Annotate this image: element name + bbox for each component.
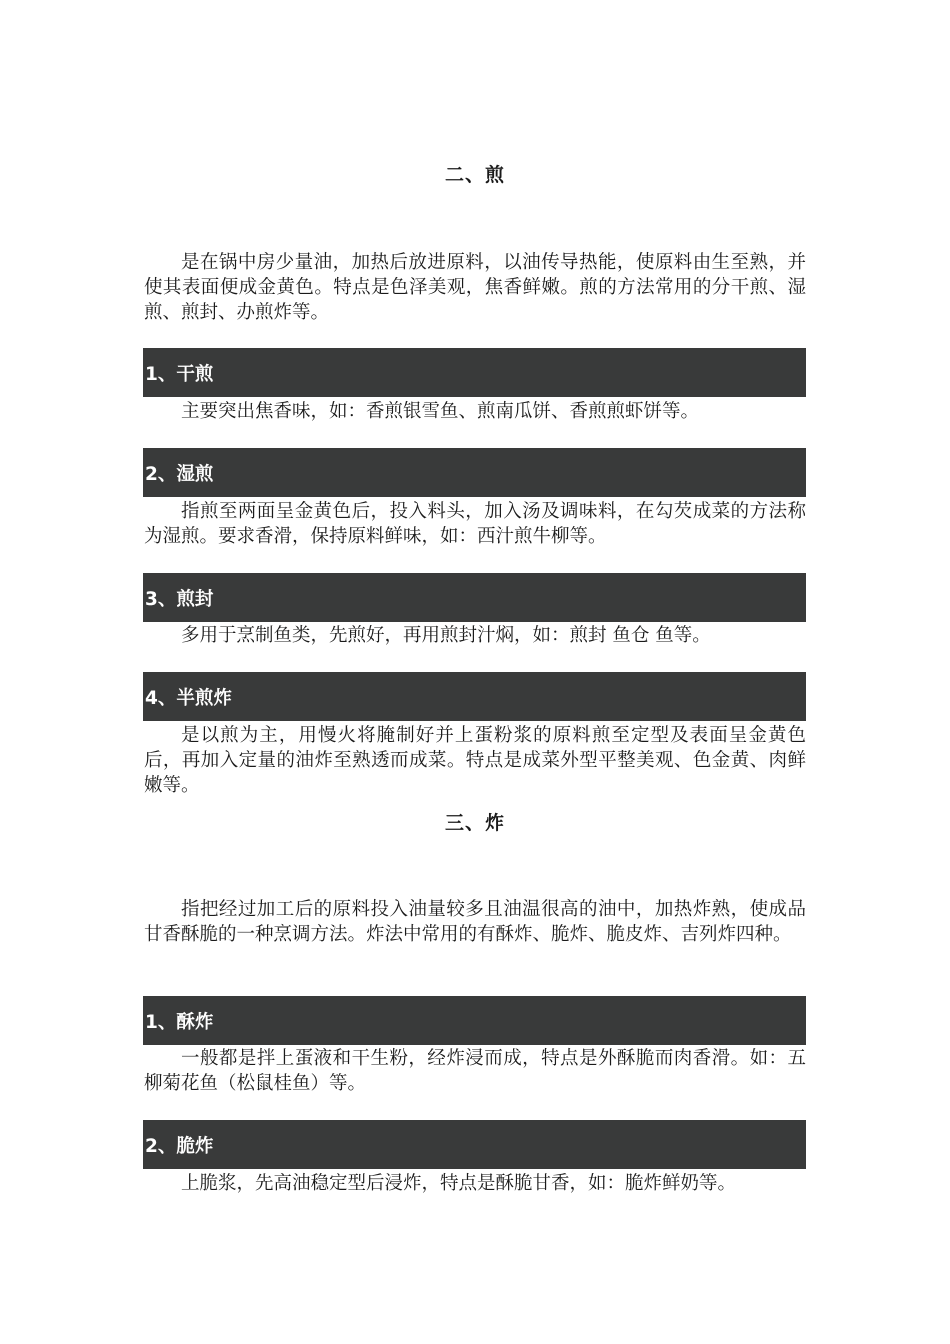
section-body-jian-feng: 多用于烹制鱼类，先煎好，再用煎封汁焖，如：煎封 鱼仓 鱼等。 (181, 625, 711, 646)
subheading-label: 1、干煎 (145, 363, 214, 385)
subheading-label: 4、半煎炸 (145, 687, 232, 709)
subheading-label: 2、湿煎 (145, 463, 214, 485)
subheading-label: 1、酥炸 (145, 1011, 214, 1033)
subheading-bar-jian-feng (143, 573, 806, 622)
subheading-bar-ban-jian-zha (143, 672, 806, 721)
subheading-bar-cui-zha (143, 1120, 806, 1169)
section-body-gan-jian: 主要突出焦香味，如：香煎银雪鱼、煎南瓜饼、香煎煎虾饼等。 (181, 401, 700, 422)
subheading-bar-shi-jian (143, 448, 806, 497)
subheading-bar-gan-jian (143, 348, 806, 397)
section-heading-zha: 三、炸 (444, 812, 505, 834)
subheading-label: 3、煎封 (145, 588, 214, 610)
section-heading-jian: 二、煎 (444, 164, 505, 186)
section-body-shi-jian: 指煎至两面呈金黄色后，投入料头，加入汤及调味料，在勾芡成菜的方法称为湿煎。要求香滑，保持原料鲜味，如：西汁煎牛柳等。 (144, 501, 806, 547)
section-body-su-zha: 一般都是拌上蛋液和干生粉，经炸浸而成，特点是外酥脆而肉香滑。如：五柳菊花鱼（松鼠桂鱼）等。 (144, 1048, 806, 1094)
intro-paragraph-zha: 指把经过加工后的原料投入油量较多且油温很高的油中，加热炸熟，使成品甘香酥脆的一种烹调方法。炸法中常用的有酥炸、脆炸、脆皮炸、吉列炸四种。 (144, 899, 806, 945)
subheading-bar-su-zha (143, 996, 806, 1045)
section-body-ban-jian-zha: 是以煎为主，用慢火将腌制好并上蛋粉浆的原料煎至定型及表面呈金黄色后，再加入定量的油炸至熟透而成菜。特点是成菜外型平整美观、色金黄、肉鲜嫩等。 (144, 725, 806, 796)
section-body-cui-zha: 上脆浆，先高油稳定型后浸炸，特点是酥脆甘香，如：脆炸鲜奶等。 (181, 1173, 737, 1194)
subheading-label: 2、脆炸 (145, 1135, 214, 1157)
intro-paragraph-jian: 是在锅中房少量油，加热后放进原料，以油传导热能，使原料由生至熟，并使其表面便成金黄色。特点是色泽美观，焦香鲜嫩。煎的方法常用的分干煎、湿煎、煎封、办煎炸等。 (144, 252, 806, 323)
